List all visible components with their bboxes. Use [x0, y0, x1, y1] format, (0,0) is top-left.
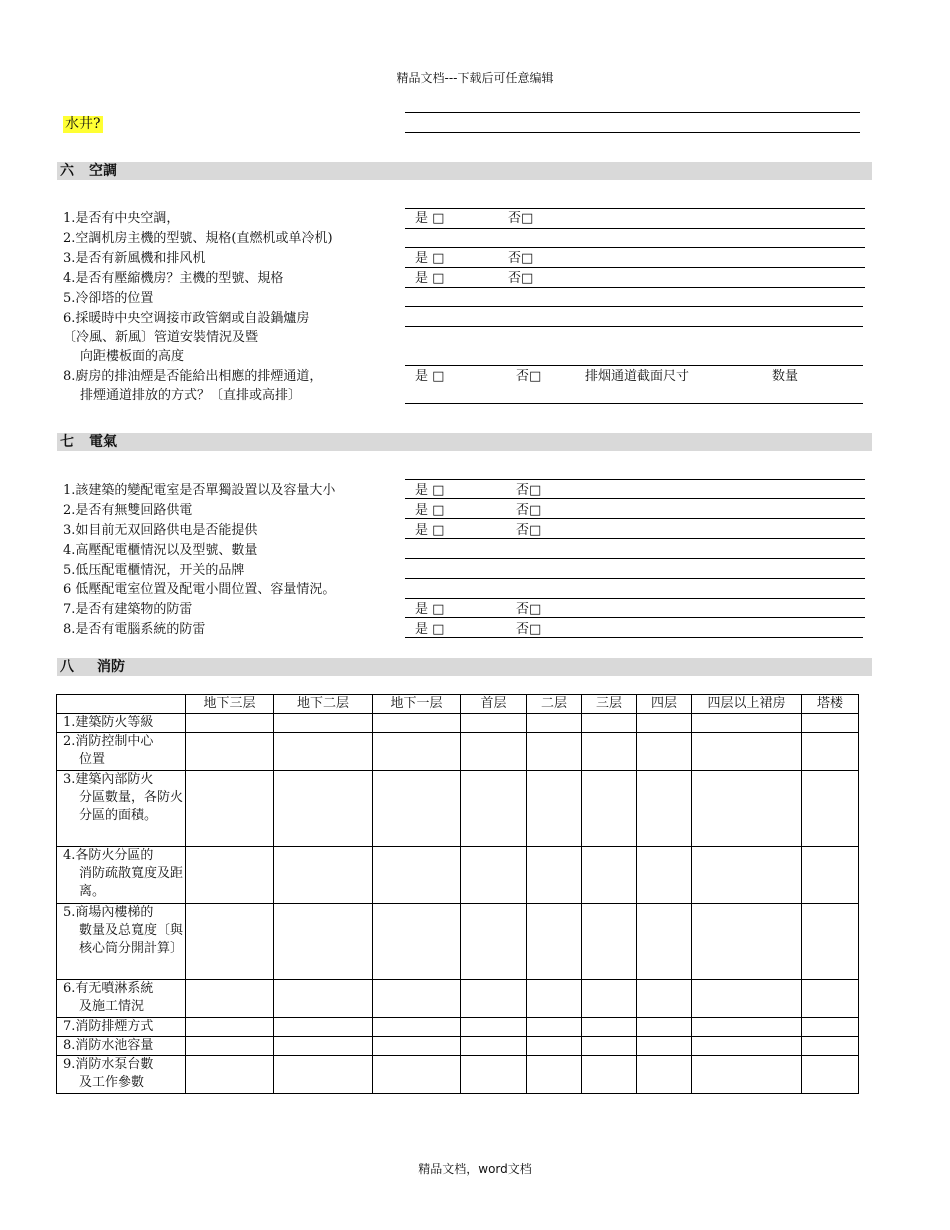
corner-cell — [57, 695, 186, 714]
no-checkbox[interactable]: 否□ — [516, 523, 542, 538]
table-cell[interactable] — [582, 980, 637, 1018]
elec-question-5: 5.低压配電櫃情況，开关的品牌 — [63, 563, 245, 578]
answer-line — [405, 538, 865, 539]
table-cell[interactable] — [527, 1018, 582, 1037]
table-cell[interactable] — [186, 733, 274, 771]
yes-checkbox[interactable]: 是 □ — [415, 211, 445, 226]
no-checkbox[interactable]: 否□ — [516, 622, 542, 637]
table-cell[interactable] — [582, 904, 637, 980]
table-cell[interactable] — [461, 733, 527, 771]
table-cell[interactable] — [186, 1018, 274, 1037]
table-cell[interactable] — [527, 733, 582, 771]
table-row — [57, 1018, 859, 1037]
elec-question-7: 7.是否有建築物的防雷 — [63, 602, 193, 617]
table-cell[interactable] — [373, 771, 461, 847]
yes-checkbox[interactable]: 是 □ — [415, 271, 445, 286]
answer-line — [405, 247, 865, 248]
answer-line[interactable] — [405, 306, 863, 307]
no-checkbox[interactable]: 否□ — [508, 211, 534, 226]
elec-question-6: 6 低壓配電室位置及配電小間位置、容量情況。 — [63, 582, 336, 597]
row-label: 2.消防控制中心 位置 — [57, 733, 186, 771]
table-cell[interactable] — [274, 733, 373, 771]
table-cell[interactable] — [186, 771, 274, 847]
table-cell[interactable] — [461, 847, 527, 904]
table-cell[interactable] — [186, 980, 274, 1018]
table-row — [57, 1056, 859, 1094]
answer-line — [405, 617, 865, 618]
table-cell[interactable] — [692, 847, 802, 904]
no-checkbox[interactable]: 否□ — [508, 271, 534, 286]
table-cell[interactable] — [527, 1037, 582, 1056]
table-cell[interactable] — [637, 714, 692, 733]
column-header: 地下一层 — [373, 695, 461, 714]
table-cell[interactable] — [802, 714, 859, 733]
answer-line[interactable] — [405, 112, 860, 113]
answer-line[interactable] — [405, 228, 865, 229]
answer-line — [405, 637, 863, 638]
table-cell[interactable] — [637, 980, 692, 1018]
row-label: 3.建築內部防火 分區數量，各防火分區的面積。 — [57, 771, 186, 847]
table-cell[interactable] — [186, 847, 274, 904]
table-cell[interactable] — [582, 1018, 637, 1037]
table-cell[interactable] — [637, 1018, 692, 1037]
ac-question-3: 3.是否有新風機和排风机 — [63, 251, 206, 266]
table-cell[interactable] — [186, 1037, 274, 1056]
no-checkbox[interactable]: 否□ — [516, 369, 542, 384]
table-cell[interactable] — [274, 1056, 373, 1094]
yes-checkbox[interactable]: 是 □ — [415, 369, 445, 384]
no-checkbox[interactable]: 否□ — [516, 602, 542, 617]
table-cell[interactable] — [461, 1037, 527, 1056]
column-header: 塔楼 — [802, 695, 859, 714]
ac-question-8-cont: 排煙通道排放的方式？〔直排或高排〕 — [80, 388, 302, 403]
table-cell[interactable] — [527, 980, 582, 1018]
section-number: 八 — [60, 659, 74, 675]
table-cell[interactable] — [692, 1037, 802, 1056]
answer-line — [405, 518, 865, 519]
table-cell[interactable] — [637, 904, 692, 980]
table-cell[interactable] — [186, 714, 274, 733]
row-label: 9.消防水泵台數 及工作參數 — [57, 1056, 186, 1094]
section-8-heading — [57, 658, 872, 676]
answer-line — [405, 365, 863, 366]
table-cell[interactable] — [802, 904, 859, 980]
table-cell[interactable] — [527, 771, 582, 847]
answer-line — [405, 479, 865, 480]
column-header: 地下三层 — [186, 695, 274, 714]
section-7-heading — [57, 433, 872, 451]
no-checkbox[interactable]: 否□ — [516, 503, 542, 518]
table-cell[interactable] — [582, 1037, 637, 1056]
column-header: 首层 — [461, 695, 527, 714]
table-cell[interactable] — [802, 771, 859, 847]
yes-checkbox[interactable]: 是 □ — [415, 622, 445, 637]
table-cell[interactable] — [637, 1037, 692, 1056]
table-row — [57, 714, 859, 733]
yes-checkbox[interactable]: 是 □ — [415, 523, 445, 538]
table-cell[interactable] — [274, 714, 373, 733]
table-cell[interactable] — [186, 1056, 274, 1094]
elec-question-3: 3.如目前无双回路供电是否能提供 — [63, 523, 258, 538]
table-row — [57, 1037, 859, 1056]
table-cell[interactable] — [274, 904, 373, 980]
table-cell[interactable] — [373, 980, 461, 1018]
ac-question-8: 8.廚房的排油煙是否能給出相應的排煙通道， — [63, 369, 323, 384]
table-cell[interactable] — [527, 714, 582, 733]
answer-line[interactable] — [405, 558, 865, 559]
table-cell[interactable] — [527, 1056, 582, 1094]
table-row — [57, 847, 859, 904]
table-cell[interactable] — [802, 847, 859, 904]
answer-line[interactable] — [405, 578, 865, 579]
table-header-row — [57, 695, 859, 714]
table-cell[interactable] — [637, 1056, 692, 1094]
answer-line — [405, 208, 865, 209]
table-row — [57, 733, 859, 771]
column-header: 四层 — [637, 695, 692, 714]
answer-line — [405, 498, 865, 499]
table-row — [57, 980, 859, 1018]
answer-line — [405, 267, 865, 268]
table-cell[interactable] — [582, 733, 637, 771]
answer-line[interactable] — [405, 326, 863, 327]
yes-checkbox[interactable]: 是 □ — [415, 251, 445, 266]
table-cell[interactable] — [582, 1056, 637, 1094]
page-footer: 精品文档，word文档 — [418, 1162, 532, 1176]
column-header: 四层以上裙房 — [692, 695, 802, 714]
section-6-heading — [57, 162, 872, 180]
ac-question-6-cont: 〔冷風、新風〕管道安裝情況及暨 — [63, 330, 259, 345]
table-cell[interactable] — [692, 733, 802, 771]
elec-question-2: 2.是否有無雙回路供電 — [63, 503, 193, 518]
table-cell[interactable] — [527, 847, 582, 904]
answer-line[interactable] — [405, 403, 863, 404]
table-cell[interactable] — [373, 904, 461, 980]
table-cell[interactable] — [373, 714, 461, 733]
exhaust-size-label: 排烟通道截面尺寸 — [585, 369, 690, 384]
fire-protection-table — [56, 694, 859, 1094]
table-cell[interactable] — [461, 980, 527, 1018]
ac-question-6: 6.採暖時中央空调接市政管網或自設鍋爐房 — [63, 311, 310, 326]
section-number: 六 — [60, 163, 74, 179]
section-title: 消防 — [97, 659, 125, 675]
table-cell[interactable] — [274, 771, 373, 847]
table-cell[interactable] — [527, 904, 582, 980]
answer-line — [405, 287, 865, 288]
yes-checkbox[interactable]: 是 □ — [415, 483, 445, 498]
table-cell[interactable] — [461, 1056, 527, 1094]
table-cell[interactable] — [373, 847, 461, 904]
table-cell[interactable] — [637, 733, 692, 771]
table-cell[interactable] — [802, 1056, 859, 1094]
table-row — [57, 904, 859, 980]
ac-question-5: 5.冷卻塔的位置 — [63, 291, 154, 306]
ac-question-4: 4.是否有壓縮機房？主機的型號、規格 — [63, 271, 284, 286]
table-cell[interactable] — [692, 714, 802, 733]
table-cell[interactable] — [274, 1037, 373, 1056]
table-cell[interactable] — [802, 1018, 859, 1037]
answer-line[interactable] — [405, 132, 860, 133]
elec-question-4: 4.高壓配電櫃情況以及型號、數量 — [63, 543, 258, 558]
ac-question-6-cont: 向距樓板面的高度 — [80, 349, 185, 364]
table-cell[interactable] — [692, 771, 802, 847]
no-checkbox[interactable]: 否□ — [516, 483, 542, 498]
table-cell[interactable] — [461, 904, 527, 980]
answer-line[interactable] — [405, 598, 865, 599]
elec-question-1: 1.該建築的變配電室是否單獨設置以及容量大小 — [63, 483, 336, 498]
table-cell[interactable] — [582, 847, 637, 904]
table-cell[interactable] — [692, 1018, 802, 1037]
row-label: 7.消防排煙方式 — [57, 1018, 186, 1037]
table-cell[interactable] — [637, 771, 692, 847]
table-cell[interactable] — [274, 1018, 373, 1037]
table-cell[interactable] — [582, 771, 637, 847]
elec-question-8: 8.是否有電腦系統的防雷 — [63, 622, 206, 637]
yes-checkbox[interactable]: 是 □ — [415, 503, 445, 518]
table-cell[interactable] — [461, 714, 527, 733]
table-cell[interactable] — [692, 904, 802, 980]
table-row — [57, 771, 859, 847]
quantity-label: 数量 — [772, 369, 799, 384]
row-label: 6.有无噴淋系統 及施工情況 — [57, 980, 186, 1018]
table-cell[interactable] — [373, 1037, 461, 1056]
table-cell[interactable] — [186, 904, 274, 980]
table-cell[interactable] — [274, 847, 373, 904]
table-cell[interactable] — [274, 980, 373, 1018]
table-cell[interactable] — [802, 733, 859, 771]
table-cell[interactable] — [582, 714, 637, 733]
table-cell[interactable] — [692, 980, 802, 1018]
row-label: 1.建築防火等級 — [57, 714, 186, 733]
table-cell[interactable] — [461, 1018, 527, 1037]
row-label: 4.各防火分區的 消防疏散寬度及距离。 — [57, 847, 186, 904]
ac-question-2: 2.空調机房主機的型號、規格(直燃机或单冷机) — [63, 231, 333, 246]
table-cell[interactable] — [461, 771, 527, 847]
table-cell[interactable] — [637, 847, 692, 904]
column-header: 三层 — [582, 695, 637, 714]
table-cell[interactable] — [802, 1037, 859, 1056]
no-checkbox[interactable]: 否□ — [508, 251, 534, 266]
table-cell[interactable] — [373, 1056, 461, 1094]
column-header: 二层 — [527, 695, 582, 714]
table-cell[interactable] — [373, 1018, 461, 1037]
page-header: 精品文档---下载后可任意编辑 — [396, 71, 554, 85]
row-label: 8.消防水池容量 — [57, 1037, 186, 1056]
section-title: 電氣 — [89, 434, 117, 450]
water-well-label: 水井? — [65, 116, 101, 132]
yes-checkbox[interactable]: 是 □ — [415, 602, 445, 617]
ac-question-1: 1.是否有中央空調， — [63, 211, 180, 226]
column-header: 地下二层 — [274, 695, 373, 714]
table-cell[interactable] — [692, 1056, 802, 1094]
section-number: 七 — [60, 434, 74, 450]
table-cell[interactable] — [373, 733, 461, 771]
section-title: 空調 — [89, 163, 117, 179]
table-cell[interactable] — [802, 980, 859, 1018]
row-label: 5.商場內樓梯的 數量及总寬度〔與核心筒分開計算〕 — [57, 904, 186, 980]
